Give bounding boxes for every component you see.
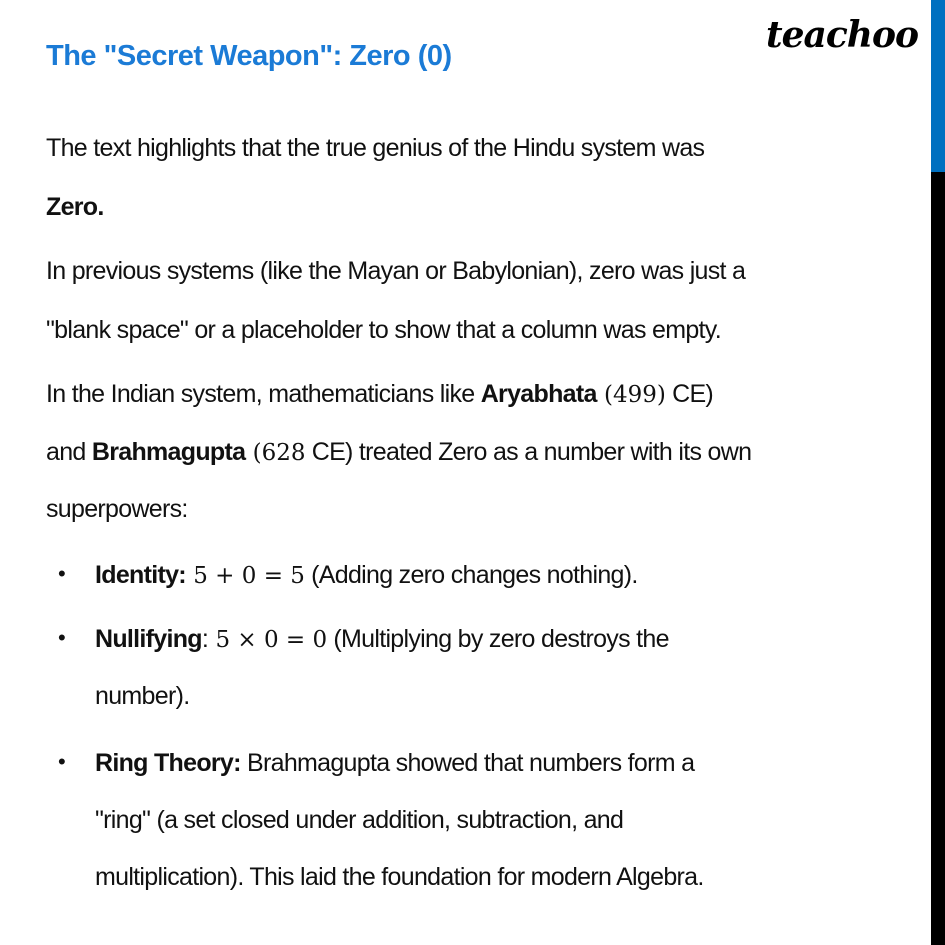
bullet-icon: • [58, 625, 66, 650]
teachoo-logo: teachoo [766, 14, 918, 56]
math: (628 [245, 440, 306, 466]
bullet-item [95, 624, 669, 655]
math: 5 × 0 = 0 [208, 627, 328, 653]
side-bar [931, 172, 945, 945]
text: In the Indian system, mathematicians like [46, 380, 481, 408]
page-title: The "Secret Weapon": Zero (0) [46, 40, 452, 72]
paragraph-line [46, 379, 713, 410]
text: CE) [665, 380, 714, 408]
paragraph-line: superpowers: [46, 495, 188, 523]
bullet-icon: • [58, 561, 66, 586]
bold-term: Zero. [46, 193, 104, 221]
bullet-label: Identity: [95, 561, 186, 589]
paragraph-line: "blank space" or a placeholder to show that a column was empty. [46, 316, 721, 344]
bold-term: Aryabhata [480, 380, 597, 408]
bullet-label: Nullifying [95, 625, 202, 653]
math: (499) [596, 382, 666, 408]
bullet-item-continuation: number). [95, 682, 190, 710]
scroll-accent-bar [931, 0, 945, 172]
text: Brahmagupta showed that numbers form a [240, 749, 695, 777]
paragraph-line [46, 192, 104, 222]
text: : [201, 625, 209, 653]
paragraph-line [46, 437, 751, 468]
bullet-item [95, 748, 694, 778]
text: (Multiplying by zero destroys the [327, 625, 669, 653]
bullet-item-continuation: multiplication). This laid the foundation for modern Algebra. [95, 863, 704, 891]
text: CE) treated Zero as a number with its own [305, 438, 752, 466]
paragraph-line: The text highlights that the true genius of the Hindu system was [46, 134, 705, 162]
bullet-icon: • [58, 749, 66, 774]
text: and [46, 438, 92, 466]
bullet-label: Ring Theory: [95, 749, 241, 777]
math: 5 + 0 = 5 [185, 563, 305, 589]
paragraph-line: In previous systems (like the Mayan or Babylonian), zero was just a [46, 257, 746, 285]
bold-term: Brahmagupta [91, 438, 246, 466]
bullet-item-continuation: "ring" (a set closed under addition, subtraction, and [95, 806, 624, 834]
text: (Adding zero changes nothing). [304, 561, 638, 589]
bullet-item [95, 560, 638, 591]
